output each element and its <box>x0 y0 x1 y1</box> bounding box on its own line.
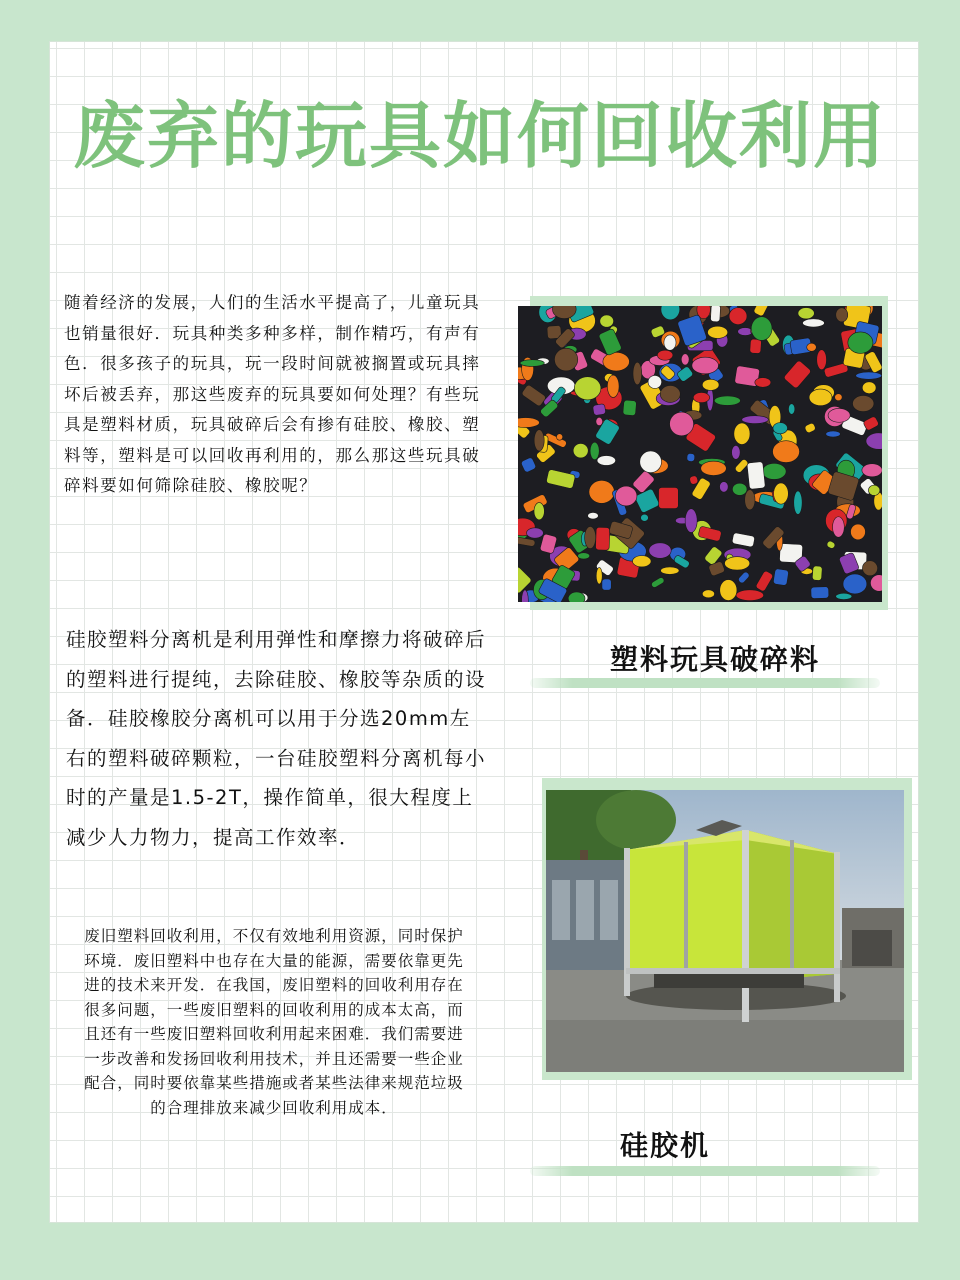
toy-piece <box>634 488 660 513</box>
toy-piece <box>661 567 680 575</box>
toy-piece <box>596 568 602 584</box>
toy-piece <box>747 461 765 489</box>
toy-piece <box>595 527 609 550</box>
toy-piece <box>828 408 850 422</box>
toy-piece <box>633 556 652 567</box>
toy-piece <box>657 350 673 360</box>
toy-piece <box>783 360 812 389</box>
toy-piece <box>773 423 787 434</box>
toy-piece <box>788 404 794 415</box>
toy-piece <box>753 306 770 317</box>
toy-piece <box>720 580 737 601</box>
toy-piece <box>826 431 841 437</box>
toy-piece <box>836 593 852 599</box>
toys-photo <box>518 306 882 602</box>
toy-piece <box>710 306 720 322</box>
toy-piece <box>534 503 544 520</box>
caption-underline <box>530 678 880 688</box>
toy-piece <box>660 385 680 402</box>
machine-photo <box>546 790 904 1072</box>
toy-piece <box>720 482 729 493</box>
toy-piece <box>745 490 755 510</box>
toy-piece <box>602 579 611 590</box>
toy-piece <box>702 590 714 598</box>
toy-piece <box>670 412 694 436</box>
toy-piece <box>692 357 719 374</box>
toy-piece <box>607 375 619 397</box>
toy-piece <box>597 456 616 466</box>
toy-piece <box>640 451 662 473</box>
toy-piece <box>809 389 832 406</box>
toy-piece <box>729 308 747 325</box>
separator-machine-illustration <box>546 790 904 1072</box>
toy-piece <box>736 590 764 601</box>
toy-piece <box>732 445 741 459</box>
toy-piece <box>835 394 842 401</box>
toy-piece <box>573 443 588 457</box>
toy-piece <box>578 553 590 559</box>
toy-piece <box>574 377 601 400</box>
toy-piece <box>762 463 786 479</box>
toy-piece <box>773 441 800 463</box>
caption-machine: 硅胶机 <box>620 1129 711 1162</box>
toy-piece <box>588 512 599 519</box>
caption-toys: 塑料玩具破碎料 <box>610 643 821 676</box>
toy-piece <box>732 483 747 495</box>
toy-piece <box>870 575 882 592</box>
toy-piece <box>520 457 536 473</box>
conclusion-paragraph: 废旧塑料回收利用，不仅有效地利用资源，同时保护环境．废旧塑料中也存在大量的能源，需要依靠更先进的技术来开发．在我国，废旧塑料的回收利用存在很多问题，一些废旧塑料的回收利用的成本太高，而且还有一些废旧塑料回收利用起来困难．我们需要进一步改善和发扬回收利用技术，并且还需要一些企业配合，同时要依靠某些措施或者某些法律来规范垃圾的合理排放来减少回收利用成本． <box>84 927 464 1117</box>
toy-piece <box>518 418 539 428</box>
toy-piece <box>803 319 825 327</box>
toy-piece <box>848 332 873 353</box>
toy-piece <box>826 540 836 549</box>
toy-piece <box>807 343 817 351</box>
toy-piece <box>554 348 577 371</box>
toy-piece <box>556 434 562 441</box>
toy-piece <box>750 339 762 354</box>
toy-piece <box>804 422 816 433</box>
toy-piece <box>734 458 749 473</box>
toy-piece <box>794 491 802 514</box>
intro-paragraph: 随着经济的发展，人们的生活水平提高了，儿童玩具也销量很好．玩具种类多种多样，制作精巧，有声有色．很多孩子的玩具，玩一段时间就被搁置或玩具摔坏后被丢弃，那这些废弃的玩具要如何处理？有些玩具是塑料材质，玩具破碎后会有掺有硅胶、橡胶、塑料等，塑料是可以回收再利用的，那么那这些玩具破碎料要如何筛除硅胶、橡胶呢？ <box>64 293 481 495</box>
toy-piece <box>812 566 822 581</box>
toy-piece <box>623 400 637 416</box>
toy-piece <box>851 524 866 540</box>
toy-piece <box>714 396 740 405</box>
toy-piece <box>590 442 599 459</box>
toy-piece <box>742 416 769 424</box>
toy-piece <box>751 317 772 341</box>
toy-piece <box>603 352 630 371</box>
toy-piece <box>687 453 695 461</box>
toy-piece <box>589 480 615 503</box>
toy-piece <box>600 315 614 327</box>
toy-piece <box>633 362 642 385</box>
toy-piece <box>648 375 662 388</box>
toy-piece <box>649 543 671 558</box>
toy-piece <box>862 561 877 576</box>
toy-piece <box>737 571 750 584</box>
toy-piece <box>755 378 771 388</box>
toy-piece <box>650 576 665 588</box>
toy-piece <box>862 382 876 394</box>
caption-underline <box>530 1166 880 1176</box>
toy-piece <box>866 433 882 450</box>
toy-piece <box>527 528 544 538</box>
toy-piece <box>732 532 755 547</box>
toy-piece <box>693 392 709 402</box>
toy-piece <box>862 464 882 477</box>
toy-piece <box>641 514 649 521</box>
toy-piece <box>520 360 544 367</box>
toy-piece <box>798 308 814 319</box>
toy-piece <box>521 384 547 407</box>
toy-piece <box>664 335 676 350</box>
toy-piece <box>702 379 719 390</box>
toy-piece <box>868 485 879 495</box>
toy-piece <box>596 417 603 425</box>
toy-piece <box>773 568 789 585</box>
toy-piece <box>689 475 698 485</box>
toy-piece <box>856 372 882 379</box>
toy-piece <box>568 592 585 602</box>
toy-piece <box>836 308 848 322</box>
toy-piece <box>534 430 544 451</box>
toy-piece <box>725 557 750 570</box>
toy-piece <box>661 306 680 320</box>
machine-description: 硅胶塑料分离机是利用弹性和摩擦力将破碎后的塑料进行提纯，去除硅胶、橡胶等杂质的设备．硅胶橡胶分离机可以用于分选20mm左右的塑料破碎颗粒，一台硅胶塑料分离机每小时的产量是1.5-2T，操作简单，很大程度上减少人力物力，提高工作效率． <box>66 628 487 849</box>
page-title: 废弃的玩具如何回收利用 <box>72 94 887 178</box>
toy-piece <box>755 570 774 592</box>
toy-piece <box>734 423 750 445</box>
toy-piece <box>659 487 679 508</box>
toy-piece <box>774 483 789 504</box>
toy-piece <box>833 517 845 538</box>
toy-piece <box>585 526 596 548</box>
toy-piece <box>843 574 867 594</box>
toy-piece <box>853 395 874 411</box>
toy-piece <box>701 461 727 475</box>
toy-piece <box>615 486 637 506</box>
toy-piece <box>593 404 606 416</box>
toy-piece <box>817 350 827 370</box>
toy-piece <box>685 509 697 533</box>
toy-piece <box>811 587 829 599</box>
toy-pile-illustration <box>518 306 882 602</box>
toy-piece <box>681 354 689 365</box>
toy-piece <box>708 326 728 338</box>
